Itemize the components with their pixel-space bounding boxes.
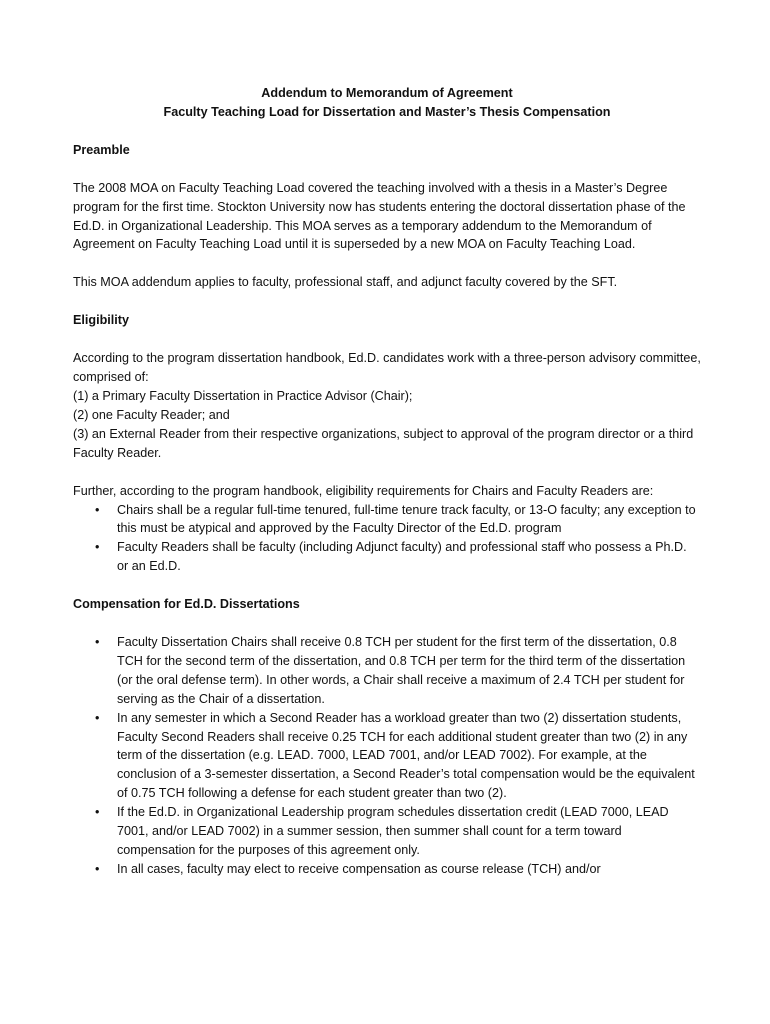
bullet-icon: • [95,540,100,555]
document-title-line2: Faculty Teaching Load for Dissertation and Master’s Thesis Compensation [163,104,611,119]
preamble-heading: Preamble [73,142,130,157]
compensation-bullet-text: Faculty Dissertation Chairs shall receive 0.8 TCH per student for the first term of the dissertation, 0.8 TCH for the second term of the dissertation, and 0.8 TCH per term for the third term of the dissertation (or the oral defense term). In other words, a Chair shall receive a maximum of 2.4 TCH per student for serving as the Chair of a dissertation. [117,635,686,706]
compensation-heading: Compensation for Ed.D. Dissertations [73,597,300,612]
list-item [73,803,701,860]
compensation-bullet-text: In all cases, faculty may elect to receive compensation as course release (TCH) and/or [117,861,601,876]
eligibility-bullet-text: Faculty Readers shall be faculty (including Adjunct faculty) and professional staff who possess a Ph.D. or an Ed.D. [117,540,687,574]
eligibility-item-2: (2) one Faculty Reader; and [73,407,230,422]
compensation-bullet-text: If the Ed.D. in Organizational Leadership program schedules dissertation credit (LEAD 7000, LEAD 7001, and/or LEAD 7002) in a summer session, then summer shall count for a term toward compensation for the purposes of this agreement only. [117,805,669,857]
preamble-paragraph-1: The 2008 MOA on Faculty Teaching Load covered the teaching involved with a thesis in a Master’s Degree program for the first time. Stockton University now has students entering the doctoral dissertation phase of the Ed.D. in Organizational Leadership. This MOA serves as a temporary addendum to the Memorandum of Agreement on Faculty Teaching Load until it is superseded by a new MOA on Faculty Teaching Load. [73,180,686,252]
eligibility-item-1: (1) a Primary Faculty Dissertation in Practice Advisor (Chair); [73,388,413,403]
bullet-icon: • [95,861,100,876]
eligibility-item-3: (3) an External Reader from their respective organizations, subject to approval of the program director or a third Faculty Reader. [73,426,694,460]
bullet-icon: • [95,805,100,820]
compensation-bullet-text: In any semester in which a Second Reader has a workload greater than two (2) dissertation students, Faculty Second Readers shall receive 0.25 TCH for each additional student greater than two (2) in any term of the dissertation (e.g. LEAD. 7000, LEAD 7001, and/or LEAD 7002). For example, at the conclusion of a 3-semester dissertation, a Second Reader’s total compensation would be the equivalent of 0.75 TCH following a defense for each student greater than two (2). [117,710,695,801]
eligibility-further: Further, according to the program handbook, eligibility requirements for Chairs and Faculty Readers are: [73,483,654,498]
document-title-line1: Addendum to Memorandum of Agreement [261,86,513,100]
list-item [73,709,701,804]
list-item [73,633,701,709]
eligibility-bullet-list [73,501,701,577]
preamble-paragraph-2: This MOA addendum applies to faculty, professional staff, and adjunct faculty covered by the SFT. [73,275,618,290]
eligibility-intro: According to the program dissertation handbook, Ed.D. candidates work with a three-person advisory committee, comprised of: [73,351,701,385]
bullet-icon: • [95,502,100,517]
list-item [73,538,701,576]
bullet-icon: • [95,710,100,725]
list-item [73,501,701,539]
document-page [73,84,701,879]
eligibility-heading: Eligibility [73,313,129,328]
compensation-bullet-list [73,633,701,879]
eligibility-bullet-text: Chairs shall be a regular full-time tenured, full-time tenure track faculty, or 13-O faculty; any exception to this must be atypical and approved by the Faculty Director of the Ed.D. program [117,502,696,536]
list-item [73,860,701,879]
bullet-icon: • [95,635,100,650]
